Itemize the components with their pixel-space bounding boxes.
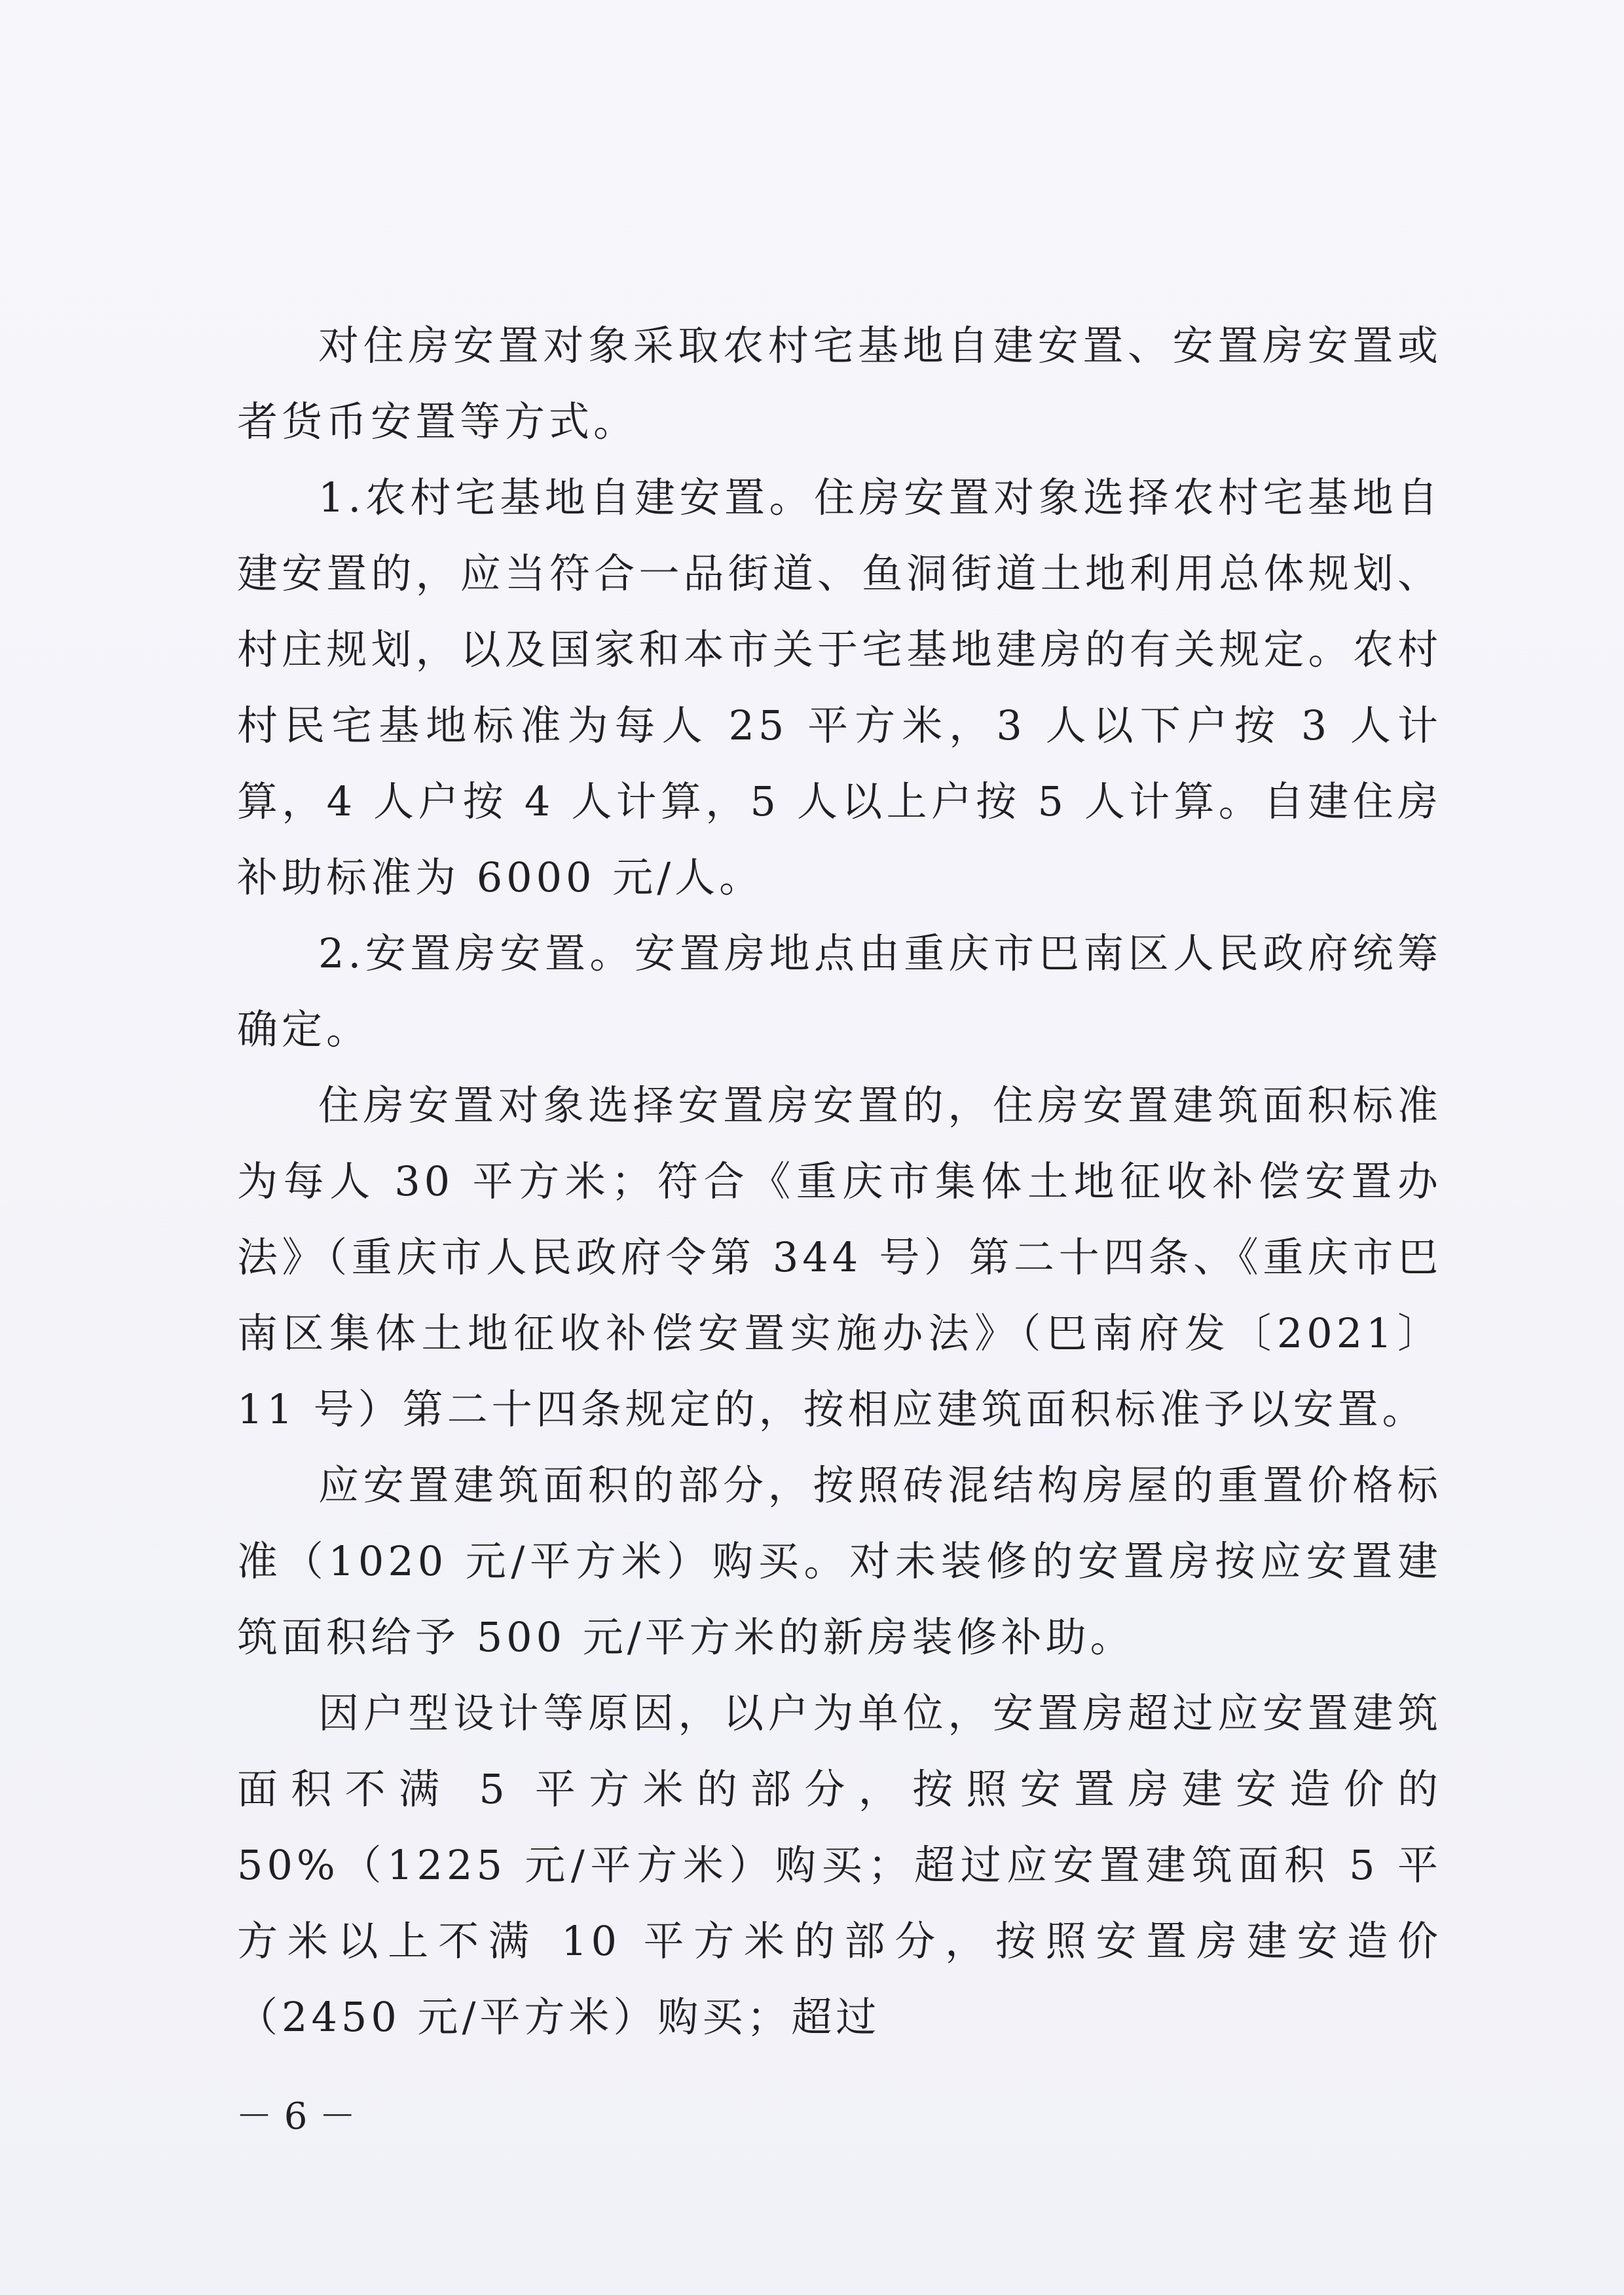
paragraph-5: 应安置建筑面积的部分，按照砖混结构房屋的重置价格标准（1020 元/平方米）购买。对未装修的安置房按应安置建筑面积给予 500 元/平方米的新房装修补助。 <box>237 1461 1442 1661</box>
document-body <box>237 308 1442 2055</box>
paragraph-4: 住房安置对象选择安置房安置的，住房安置建筑面积标准为每人 30 平方米；符合《重庆市集体土地征收补偿安置办法》（重庆市人民政府令第 344 号）第二十四条、《重庆市巴南区集体土地征收补偿安置实施办法》（巴南府发〔2021〕11 号）第二十四条规定的，按相应建筑面积标准予以安置。 <box>237 1081 1442 1433</box>
page-number: － 6 － <box>236 2095 356 2138</box>
paragraph-6: 因户型设计等原因，以户为单位，安置房超过应安置建筑面积不满 5 平方米的部分，按照安置房建安造价的 50%（1225 元/平方米）购买；超过应安置建筑面积 5 平方米以上不满 10 平方米的部分，按照安置房建安造价（2450 元/平方米）购买；超过 <box>237 1689 1442 2041</box>
paragraph-1: 对住房安置对象采取农村宅基地自建安置、安置房安置或者货币安置等方式。 <box>237 322 1442 445</box>
paragraph-2: 1.农村宅基地自建安置。住房安置对象选择农村宅基地自建安置的，应当符合一品街道、鱼洞街道土地利用总体规划、村庄规划，以及国家和本市关于宅基地建房的有关规定。农村村民宅基地标准为每人 25 平方米，3 人以下户按 3 人计算，4 人户按 4 人计算，5 人以上户按 5 人计算。自建住房补助标准为 6000 元/人。 <box>237 474 1442 901</box>
paragraph-3: 2.安置房安置。安置房地点由重庆市巴南区人民政府统筹确定。 <box>237 929 1442 1053</box>
